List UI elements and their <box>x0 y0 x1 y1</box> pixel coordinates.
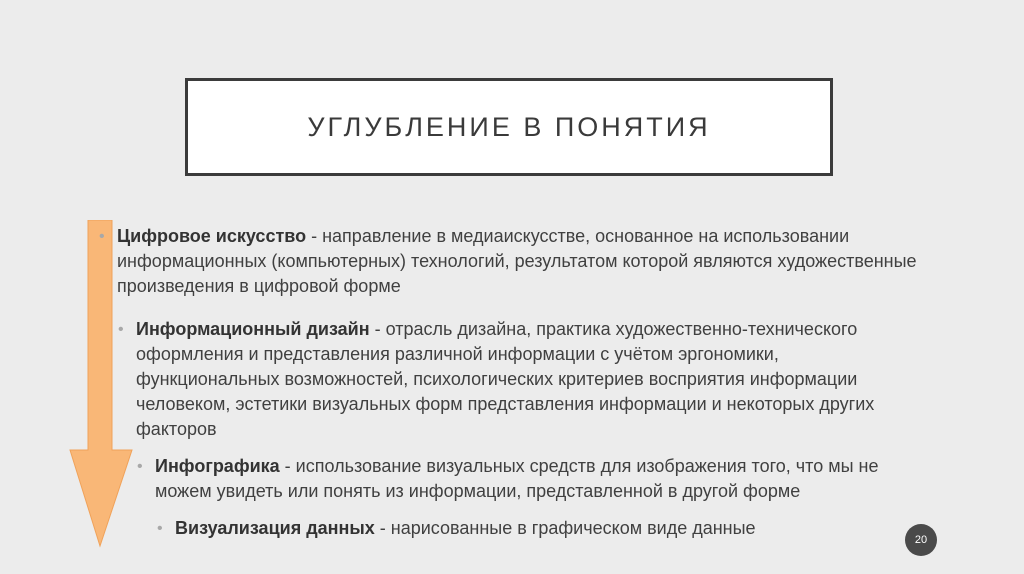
bullet-dot: • <box>118 321 124 338</box>
title-box <box>185 78 833 176</box>
bullet-digital-art <box>99 224 917 299</box>
bullet-dot: • <box>157 520 163 537</box>
bullet-information-design <box>118 317 896 442</box>
bullet-term: Цифровое искусство <box>117 226 307 246</box>
bullet-term: Визуализация данных <box>175 518 375 538</box>
bullet-term: Информационный дизайн <box>136 319 370 339</box>
bullet-dot: • <box>99 228 105 245</box>
slide-title: УГЛУБЛЕНИЕ В ПОНЯТИЯ <box>307 111 711 142</box>
bullet-term: Инфографика <box>155 456 280 476</box>
page-number-badge: 20 <box>905 524 937 556</box>
bullet-text: - нарисованные в графическом виде данные <box>374 518 756 538</box>
bullet-text: - направление в медиаискусстве, основанное на использовании информационных (компьютерных) технологий, результатом которой являются художественные произведения в цифровой форме <box>117 226 917 296</box>
bullet-infographics <box>137 454 925 504</box>
bullet-data-visualization <box>157 516 875 541</box>
bullet-dot: • <box>137 458 143 475</box>
bullet-text: - использование визуальных средств для изображения того, что мы не можем увидеть или понять из информации, представленной в другой форме <box>155 456 879 501</box>
bullet-text: - отрасль дизайна, практика художественно-технического оформления и представления различной информации с учётом эргономики, функциональных возможностей, психологических критериев восприятия информации человеком, эстетики визуальных форм представления информации и некоторых других факторов <box>136 319 875 439</box>
